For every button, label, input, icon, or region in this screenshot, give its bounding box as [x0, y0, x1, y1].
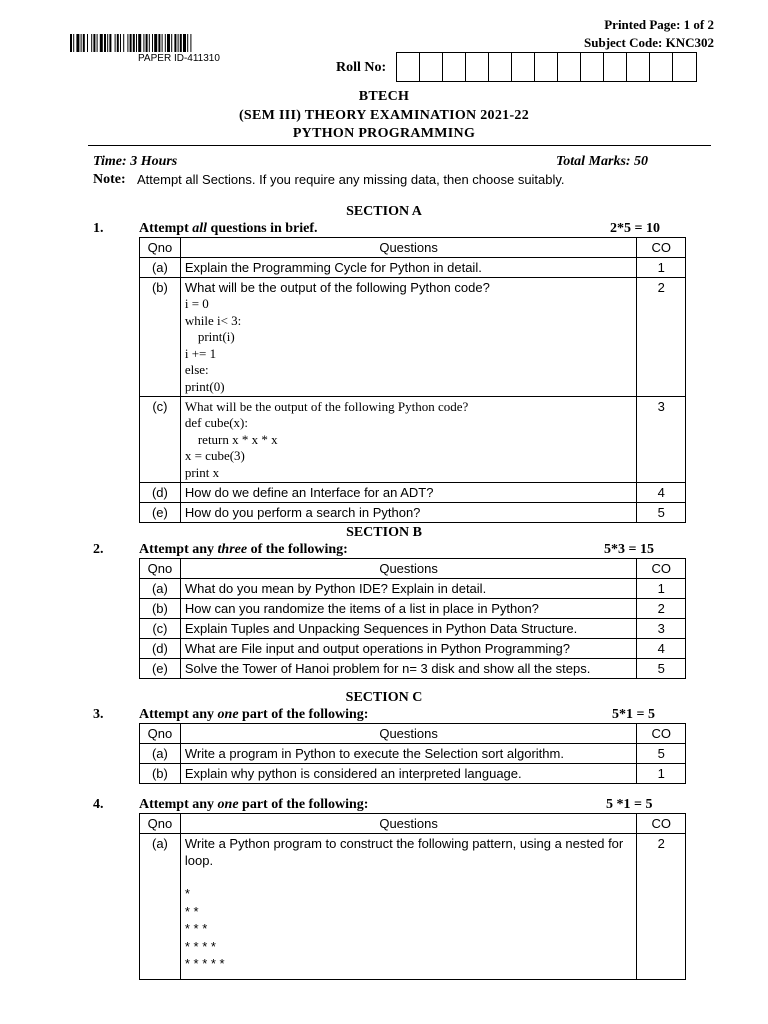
- program-title: BTECH: [358, 89, 410, 104]
- roll-no-digit-box[interactable]: [466, 53, 489, 81]
- table-row: [140, 397, 686, 483]
- code-snippet: i = 0 while i< 3: print(i) i += 1 else: print(0): [184, 296, 242, 394]
- table-row: [140, 579, 686, 599]
- table-row: [140, 483, 686, 503]
- row-co: 4: [637, 639, 686, 659]
- row-question: Write a program in Python to execute the Selection sort algorithm.: [180, 744, 637, 764]
- roll-no-digit-box[interactable]: [604, 53, 627, 81]
- row-qno: (b): [140, 764, 181, 784]
- row-question: How do you perform a search in Python?: [180, 503, 637, 523]
- row-question: How can you randomize the items of a list in place in Python?: [180, 599, 637, 619]
- row-qno: (e): [140, 659, 181, 679]
- question-marks: 5 *1 = 5: [606, 797, 653, 812]
- question-instruction: Attempt any one part of the following:: [139, 707, 369, 722]
- total-marks: Total Marks: 50: [556, 154, 649, 169]
- header-questions: Questions: [180, 814, 637, 834]
- row-question: What are File input and output operations in Python Programming?: [180, 639, 637, 659]
- roll-no-digit-box[interactable]: [535, 53, 558, 81]
- header-co: CO: [637, 724, 686, 744]
- table-row: [140, 639, 686, 659]
- section-c-title: SECTION C: [345, 690, 423, 705]
- table-row: [140, 834, 686, 980]
- row-co: 4: [637, 483, 686, 503]
- section-a-table: [139, 237, 686, 523]
- roll-no-digit-box[interactable]: [627, 53, 650, 81]
- code-snippet: def cube(x): return x * x * x x = cube(3) print x: [184, 415, 278, 480]
- table-row: [140, 744, 686, 764]
- question-4-table: [139, 813, 686, 980]
- roll-no-digit-box[interactable]: [581, 53, 604, 81]
- row-question: Explain why python is considered an interpreted language.: [180, 764, 637, 784]
- table-row: [140, 659, 686, 679]
- table-header-row: [140, 238, 686, 258]
- roll-no-digit-box[interactable]: [673, 53, 696, 81]
- row-co: 5: [637, 744, 686, 764]
- row-qno: (b): [140, 278, 181, 397]
- header-questions: Questions: [180, 238, 637, 258]
- question-number: 1.: [93, 221, 104, 236]
- row-co: 1: [637, 579, 686, 599]
- row-co: 1: [637, 764, 686, 784]
- exam-title: (SEM III) THEORY EXAMINATION 2021-22: [238, 108, 530, 123]
- roll-no-digit-box[interactable]: [650, 53, 673, 81]
- question-marks: 5*3 = 15: [604, 542, 654, 557]
- roll-no-label: Roll No:: [336, 60, 387, 75]
- header-co: CO: [637, 814, 686, 834]
- row-qno: (e): [140, 503, 181, 523]
- row-qno: (c): [140, 397, 181, 483]
- question-number: 3.: [93, 707, 104, 722]
- table-row: [140, 278, 686, 397]
- row-qno: (a): [140, 258, 181, 278]
- header-qno: Qno: [140, 814, 181, 834]
- table-header-row: [140, 724, 686, 744]
- row-question: How do we define an Interface for an ADT?: [180, 483, 637, 503]
- row-qno: (d): [140, 639, 181, 659]
- row-question: What do you mean by Python IDE? Explain in detail.: [180, 579, 637, 599]
- printed-page: Printed Page: 1 of 2: [604, 17, 714, 32]
- row-question-text: What will be the output of the following Python code?: [184, 399, 469, 414]
- row-qno: (d): [140, 483, 181, 503]
- header-qno: Qno: [140, 724, 181, 744]
- row-co: 3: [637, 397, 686, 483]
- roll-no-digit-box[interactable]: [558, 53, 581, 81]
- row-co: 2: [637, 834, 686, 980]
- table-header-row: [140, 814, 686, 834]
- roll-no-digit-box[interactable]: [489, 53, 512, 81]
- row-co: 5: [637, 503, 686, 523]
- question-instruction: Attempt any one part of the following:: [139, 797, 369, 812]
- roll-no-digit-box[interactable]: [512, 53, 535, 81]
- row-question: [180, 834, 637, 980]
- row-question: [180, 278, 637, 397]
- row-qno: (b): [140, 599, 181, 619]
- exam-time: Time: 3 Hours: [93, 154, 178, 169]
- roll-no-digit-box[interactable]: [397, 53, 420, 81]
- section-b-title: SECTION B: [346, 525, 422, 540]
- header-divider: [88, 145, 711, 146]
- roll-no-digit-box[interactable]: [443, 53, 466, 81]
- roll-no-boxes[interactable]: [396, 52, 697, 82]
- row-co: 3: [637, 619, 686, 639]
- table-row: [140, 503, 686, 523]
- table-header-row: [140, 559, 686, 579]
- section-a-title: SECTION A: [346, 204, 422, 219]
- roll-no-digit-box[interactable]: [420, 53, 443, 81]
- row-qno: (c): [140, 619, 181, 639]
- barcode-image: [70, 34, 298, 52]
- header-questions: Questions: [180, 724, 637, 744]
- row-question: Explain the Programming Cycle for Python in detail.: [180, 258, 637, 278]
- row-question: Explain Tuples and Unpacking Sequences in Python Data Structure.: [180, 619, 637, 639]
- table-row: [140, 619, 686, 639]
- row-co: 1: [637, 258, 686, 278]
- star-pattern: * * * * * * * * * * * * * * *: [184, 886, 225, 971]
- row-question-text: What will be the output of the following Python code?: [184, 280, 490, 295]
- header-co: CO: [637, 559, 686, 579]
- row-question-text: Write a Python program to construct the following pattern, using a nested for loop.: [184, 836, 624, 868]
- row-qno: (a): [140, 834, 181, 980]
- row-co: 2: [637, 599, 686, 619]
- question-3-table: [139, 723, 686, 784]
- header-questions: Questions: [180, 559, 637, 579]
- table-row: [140, 599, 686, 619]
- row-qno: (a): [140, 744, 181, 764]
- note-label: Note:: [93, 172, 126, 187]
- row-co: 5: [637, 659, 686, 679]
- paper-id: PAPER ID-411310: [138, 53, 220, 64]
- subject-title: PYTHON PROGRAMMING: [292, 126, 476, 141]
- question-number: 4.: [93, 797, 104, 812]
- subject-code: Subject Code: KNC302: [584, 35, 714, 50]
- question-number: 2.: [93, 542, 104, 557]
- question-instruction: Attempt all questions in brief.: [139, 221, 318, 236]
- header-qno: Qno: [140, 238, 181, 258]
- question-marks: 5*1 = 5: [612, 707, 655, 722]
- table-row: [140, 764, 686, 784]
- question-instruction: Attempt any three of the following:: [139, 542, 348, 557]
- note-text: Attempt all Sections. If you require any missing data, then choose suitably.: [137, 172, 565, 187]
- row-question: [180, 397, 637, 483]
- table-row: [140, 258, 686, 278]
- row-co: 2: [637, 278, 686, 397]
- header-qno: Qno: [140, 559, 181, 579]
- row-qno: (a): [140, 579, 181, 599]
- row-question: Solve the Tower of Hanoi problem for n= 3 disk and show all the steps.: [180, 659, 637, 679]
- question-marks: 2*5 = 10: [610, 221, 660, 236]
- header-co: CO: [637, 238, 686, 258]
- section-b-table: [139, 558, 686, 679]
